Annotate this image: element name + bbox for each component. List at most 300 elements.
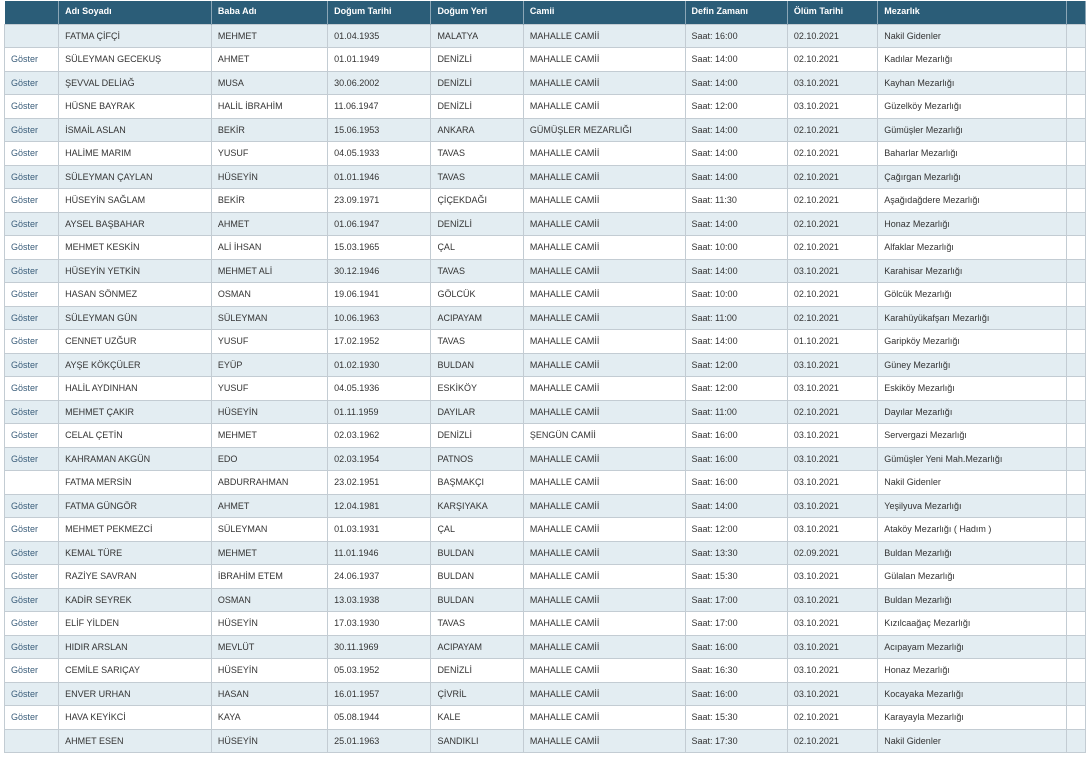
- cell-mosque-col: MAHALLE CAMİİ: [523, 212, 685, 236]
- cell-burial-time-col: Saat: 16:00: [685, 471, 787, 495]
- cell-birth-date-col: 02.03.1962: [328, 424, 431, 448]
- cell-birth-place-col: GÖLCÜK: [431, 283, 523, 307]
- show-link[interactable]: Göster: [5, 400, 59, 424]
- cell-father-name-col: EYÜP: [211, 353, 327, 377]
- cell-father-name-col: HÜSEYİN: [211, 165, 327, 189]
- table-row: [5, 635, 1086, 659]
- cell-name-col: SÜLEYMAN GECEKUŞ: [59, 48, 212, 72]
- table-row: [5, 612, 1086, 636]
- cell-mosque-col: MAHALLE CAMİİ: [523, 330, 685, 354]
- cell-cemetery-col: Gümüşler Yeni Mah.Mezarlığı: [878, 447, 1066, 471]
- cell-mosque-col: MAHALLE CAMİİ: [523, 612, 685, 636]
- cell-father-name-col: MUSA: [211, 71, 327, 95]
- cell-death-date-col: 03.10.2021: [787, 518, 877, 542]
- show-link[interactable]: Göster: [5, 635, 59, 659]
- cell-birth-place-col: ACIPAYAM: [431, 635, 523, 659]
- show-link[interactable]: Göster: [5, 142, 59, 166]
- cell-father-name-col: BEKİR: [211, 189, 327, 213]
- table-row: [5, 71, 1086, 95]
- cell-burial-time-col: Saat: 11:00: [685, 306, 787, 330]
- cell-birth-date-col: 02.03.1954: [328, 447, 431, 471]
- table-header-row: [5, 1, 1086, 24]
- cell-burial-time-col: Saat: 12:00: [685, 95, 787, 119]
- cell-mosque-col: MAHALLE CAMİİ: [523, 706, 685, 730]
- cell-birth-place-col: DAYILAR: [431, 400, 523, 424]
- show-link[interactable]: Göster: [5, 447, 59, 471]
- table-body: [5, 24, 1086, 753]
- cell-birth-date-col: 01.06.1947: [328, 212, 431, 236]
- cell-name-col: HASAN SÖNMEZ: [59, 283, 212, 307]
- cell-death-date-col: 03.10.2021: [787, 588, 877, 612]
- cell-name-col: AYSEL BAŞBAHAR: [59, 212, 212, 236]
- cell-extra-col: [1066, 236, 1086, 260]
- show-link[interactable]: Göster: [5, 71, 59, 95]
- table-row: [5, 165, 1086, 189]
- cell-extra-col: [1066, 706, 1086, 730]
- header-extra-col: [1066, 1, 1086, 24]
- cell-father-name-col: MEHMET: [211, 541, 327, 565]
- cell-father-name-col: MEHMET: [211, 424, 327, 448]
- cell-name-col: HALİME MARIM: [59, 142, 212, 166]
- show-link[interactable]: Göster: [5, 236, 59, 260]
- cell-birth-date-col: 05.08.1944: [328, 706, 431, 730]
- cell-birth-date-col: 01.01.1946: [328, 165, 431, 189]
- cell-cemetery-col: Nakil Gidenler: [878, 729, 1066, 753]
- cell-extra-col: [1066, 189, 1086, 213]
- show-link[interactable]: Göster: [5, 330, 59, 354]
- cell-cemetery-col: Servergazi Mezarlığı: [878, 424, 1066, 448]
- cell-name-col: ENVER URHAN: [59, 682, 212, 706]
- table-row: [5, 565, 1086, 589]
- cell-extra-col: [1066, 424, 1086, 448]
- cell-name-col: İSMAİL ASLAN: [59, 118, 212, 142]
- cell-death-date-col: 02.10.2021: [787, 165, 877, 189]
- cell-father-name-col: BEKİR: [211, 118, 327, 142]
- cell-burial-time-col: Saat: 17:00: [685, 612, 787, 636]
- cell-father-name-col: İBRAHİM ETEM: [211, 565, 327, 589]
- cell-mosque-col: MAHALLE CAMİİ: [523, 306, 685, 330]
- cell-birth-place-col: TAVAS: [431, 330, 523, 354]
- cell-mosque-col: ŞENGÜN CAMİİ: [523, 424, 685, 448]
- cell-death-date-col: 02.10.2021: [787, 212, 877, 236]
- cell-extra-col: [1066, 283, 1086, 307]
- cell-extra-col: [1066, 635, 1086, 659]
- show-link[interactable]: Göster: [5, 541, 59, 565]
- cell-father-name-col: AHMET: [211, 212, 327, 236]
- table-row: [5, 24, 1086, 48]
- cell-father-name-col: YUSUF: [211, 377, 327, 401]
- cell-birth-date-col: 01.02.1930: [328, 353, 431, 377]
- cell-extra-col: [1066, 588, 1086, 612]
- cell-name-col: HIDIR ARSLAN: [59, 635, 212, 659]
- table-row: [5, 588, 1086, 612]
- cell-death-date-col: 03.10.2021: [787, 353, 877, 377]
- cell-birth-place-col: KARŞIYAKA: [431, 494, 523, 518]
- cell-burial-time-col: Saat: 16:00: [685, 635, 787, 659]
- cell-name-col: SÜLEYMAN ÇAYLAN: [59, 165, 212, 189]
- cell-death-date-col: 02.10.2021: [787, 400, 877, 424]
- show-link[interactable]: Göster: [5, 706, 59, 730]
- cell-burial-time-col: Saat: 12:00: [685, 518, 787, 542]
- cell-extra-col: [1066, 24, 1086, 48]
- cell-death-date-col: 02.10.2021: [787, 236, 877, 260]
- cell-birth-place-col: ACIPAYAM: [431, 306, 523, 330]
- cell-father-name-col: SÜLEYMAN: [211, 306, 327, 330]
- header-death-date-col: Ölüm Tarihi: [787, 1, 877, 24]
- cell-birth-date-col: 15.03.1965: [328, 236, 431, 260]
- cell-name-col: KADİR SEYREK: [59, 588, 212, 612]
- cell-mosque-col: MAHALLE CAMİİ: [523, 588, 685, 612]
- cell-name-col: KAHRAMAN AKGÜN: [59, 447, 212, 471]
- cell-birth-date-col: 13.03.1938: [328, 588, 431, 612]
- cell-father-name-col: EDO: [211, 447, 327, 471]
- cell-extra-col: [1066, 612, 1086, 636]
- show-link[interactable]: Göster: [5, 494, 59, 518]
- cell-father-name-col: HASAN: [211, 682, 327, 706]
- table-row: [5, 682, 1086, 706]
- cell-extra-col: [1066, 142, 1086, 166]
- cell-burial-time-col: Saat: 14:00: [685, 212, 787, 236]
- cell-cemetery-col: Güney Mezarlığı: [878, 353, 1066, 377]
- cell-cemetery-col: Baharlar Mezarlığı: [878, 142, 1066, 166]
- table-row: [5, 518, 1086, 542]
- cell-death-date-col: 03.10.2021: [787, 494, 877, 518]
- cell-mosque-col: MAHALLE CAMİİ: [523, 283, 685, 307]
- cell-name-col: FATMA ÇİFÇİ: [59, 24, 212, 48]
- cell-father-name-col: MEVLÜT: [211, 635, 327, 659]
- cell-birth-place-col: ÇAL: [431, 236, 523, 260]
- cell-name-col: ŞEVVAL DELİAĞ: [59, 71, 212, 95]
- cell-birth-place-col: DENİZLİ: [431, 48, 523, 72]
- cell-burial-time-col: Saat: 16:00: [685, 424, 787, 448]
- cell-extra-col: [1066, 729, 1086, 753]
- cell-cemetery-col: Alfaklar Mezarlığı: [878, 236, 1066, 260]
- show-link[interactable]: Göster: [5, 48, 59, 72]
- show-link[interactable]: Göster: [5, 612, 59, 636]
- cell-extra-col: [1066, 306, 1086, 330]
- cell-burial-time-col: Saat: 14:00: [685, 142, 787, 166]
- cell-death-date-col: 01.10.2021: [787, 330, 877, 354]
- cell-birth-date-col: 30.06.2002: [328, 71, 431, 95]
- cell-birth-date-col: 25.01.1963: [328, 729, 431, 753]
- show-link[interactable]: Göster: [5, 588, 59, 612]
- cell-birth-date-col: 01.11.1959: [328, 400, 431, 424]
- table-row: [5, 424, 1086, 448]
- cell-mosque-col: MAHALLE CAMİİ: [523, 377, 685, 401]
- table-row: [5, 189, 1086, 213]
- table-row: [5, 541, 1086, 565]
- cell-burial-time-col: Saat: 17:30: [685, 729, 787, 753]
- cell-father-name-col: KAYA: [211, 706, 327, 730]
- cell-extra-col: [1066, 48, 1086, 72]
- cell-birth-date-col: 23.02.1951: [328, 471, 431, 495]
- cell-birth-date-col: 15.06.1953: [328, 118, 431, 142]
- cell-burial-time-col: Saat: 11:30: [685, 189, 787, 213]
- show-link[interactable]: Göster: [5, 659, 59, 683]
- show-link[interactable]: Göster: [5, 259, 59, 283]
- show-link[interactable]: Göster: [5, 682, 59, 706]
- cell-father-name-col: OSMAN: [211, 588, 327, 612]
- cell-cemetery-col: Gölcük Mezarlığı: [878, 283, 1066, 307]
- cell-cemetery-col: Kadılar Mezarlığı: [878, 48, 1066, 72]
- cell-birth-date-col: 04.05.1933: [328, 142, 431, 166]
- cell-cemetery-col: Kayhan Mezarlığı: [878, 71, 1066, 95]
- show-link[interactable]: Göster: [5, 353, 59, 377]
- cell-name-col: ELİF YİLDEN: [59, 612, 212, 636]
- cell-birth-place-col: BULDAN: [431, 353, 523, 377]
- table-row: [5, 283, 1086, 307]
- cell-birth-place-col: ANKARA: [431, 118, 523, 142]
- header-birth-place-col: Doğum Yeri: [431, 1, 523, 24]
- table-row: [5, 659, 1086, 683]
- header-name-col: Adı Soyadı: [59, 1, 212, 24]
- show-link[interactable]: Göster: [5, 424, 59, 448]
- cell-birth-date-col: 11.01.1946: [328, 541, 431, 565]
- cell-death-date-col: 03.10.2021: [787, 447, 877, 471]
- show-link[interactable]: Göster: [5, 518, 59, 542]
- header-birth-date-col: Doğum Tarihi: [328, 1, 431, 24]
- show-link[interactable]: Göster: [5, 212, 59, 236]
- cell-father-name-col: AHMET: [211, 48, 327, 72]
- cell-death-date-col: 02.10.2021: [787, 729, 877, 753]
- cell-birth-date-col: 01.04.1935: [328, 24, 431, 48]
- cell-death-date-col: 03.10.2021: [787, 377, 877, 401]
- cell-father-name-col: YUSUF: [211, 142, 327, 166]
- cell-burial-time-col: Saat: 10:00: [685, 236, 787, 260]
- cell-name-col: RAZİYE SAVRAN: [59, 565, 212, 589]
- cell-birth-place-col: BAŞMAKÇI: [431, 471, 523, 495]
- show-link: [5, 471, 59, 495]
- cell-birth-date-col: 23.09.1971: [328, 189, 431, 213]
- cell-birth-place-col: KALE: [431, 706, 523, 730]
- cell-cemetery-col: Acıpayam Mezarlığı: [878, 635, 1066, 659]
- cell-birth-place-col: DENİZLİ: [431, 71, 523, 95]
- cell-cemetery-col: Aşağıdağdere Mezarlığı: [878, 189, 1066, 213]
- cell-birth-date-col: 04.05.1936: [328, 377, 431, 401]
- cell-name-col: SÜLEYMAN GÜN: [59, 306, 212, 330]
- cell-death-date-col: 03.10.2021: [787, 659, 877, 683]
- cell-mosque-col: MAHALLE CAMİİ: [523, 353, 685, 377]
- cell-father-name-col: AHMET: [211, 494, 327, 518]
- cell-cemetery-col: Honaz Mezarlığı: [878, 212, 1066, 236]
- cell-death-date-col: 03.10.2021: [787, 424, 877, 448]
- cell-death-date-col: 03.10.2021: [787, 682, 877, 706]
- cell-birth-date-col: 12.04.1981: [328, 494, 431, 518]
- header-father-name-col: Baba Adı: [211, 1, 327, 24]
- cell-name-col: MEHMET ÇAKIR: [59, 400, 212, 424]
- show-link[interactable]: Göster: [5, 377, 59, 401]
- cell-burial-time-col: Saat: 11:00: [685, 400, 787, 424]
- cell-extra-col: [1066, 565, 1086, 589]
- cell-death-date-col: 03.10.2021: [787, 565, 877, 589]
- cell-burial-time-col: Saat: 14:00: [685, 330, 787, 354]
- cell-birth-place-col: DENİZLİ: [431, 659, 523, 683]
- cell-name-col: CENNET UZĞUR: [59, 330, 212, 354]
- cell-birth-date-col: 19.06.1941: [328, 283, 431, 307]
- cell-birth-date-col: 11.06.1947: [328, 95, 431, 119]
- cell-mosque-col: MAHALLE CAMİİ: [523, 518, 685, 542]
- cell-birth-place-col: MALATYA: [431, 24, 523, 48]
- cell-name-col: FATMA GÜNGÖR: [59, 494, 212, 518]
- cell-death-date-col: 02.10.2021: [787, 706, 877, 730]
- table-row: [5, 259, 1086, 283]
- table-row: [5, 236, 1086, 260]
- cell-extra-col: [1066, 95, 1086, 119]
- table-row: [5, 471, 1086, 495]
- cell-name-col: CEMİLE SARIÇAY: [59, 659, 212, 683]
- cell-father-name-col: HÜSEYİN: [211, 612, 327, 636]
- cell-death-date-col: 02.09.2021: [787, 541, 877, 565]
- cell-birth-place-col: BULDAN: [431, 565, 523, 589]
- cell-mosque-col: MAHALLE CAMİİ: [523, 165, 685, 189]
- cell-cemetery-col: Gümüşler Mezarlığı: [878, 118, 1066, 142]
- show-link[interactable]: Göster: [5, 95, 59, 119]
- cell-cemetery-col: Karayayla Mezarlığı: [878, 706, 1066, 730]
- cell-father-name-col: ABDURRAHMAN: [211, 471, 327, 495]
- cell-birth-date-col: 17.02.1952: [328, 330, 431, 354]
- cell-birth-place-col: ÇİÇEKDAĞI: [431, 189, 523, 213]
- cell-father-name-col: YUSUF: [211, 330, 327, 354]
- cell-birth-place-col: ÇAL: [431, 518, 523, 542]
- cell-mosque-col: MAHALLE CAMİİ: [523, 71, 685, 95]
- cell-father-name-col: SÜLEYMAN: [211, 518, 327, 542]
- table-row: [5, 706, 1086, 730]
- cell-name-col: HÜSNE BAYRAK: [59, 95, 212, 119]
- cell-death-date-col: 03.10.2021: [787, 71, 877, 95]
- cell-extra-col: [1066, 518, 1086, 542]
- cell-burial-time-col: Saat: 16:00: [685, 24, 787, 48]
- table-row: [5, 306, 1086, 330]
- cell-death-date-col: 02.10.2021: [787, 142, 877, 166]
- cell-name-col: MEHMET PEKMEZCİ: [59, 518, 212, 542]
- cell-extra-col: [1066, 400, 1086, 424]
- table-row: [5, 95, 1086, 119]
- header-mosque-col: Camii: [523, 1, 685, 24]
- cell-cemetery-col: Buldan Mezarlığı: [878, 588, 1066, 612]
- show-link: [5, 729, 59, 753]
- cell-extra-col: [1066, 118, 1086, 142]
- table-row: [5, 118, 1086, 142]
- cell-burial-time-col: Saat: 14:00: [685, 118, 787, 142]
- show-link[interactable]: Göster: [5, 118, 59, 142]
- cell-mosque-col: MAHALLE CAMİİ: [523, 95, 685, 119]
- cell-mosque-col: GÜMÜŞLER MEZARLIĞI: [523, 118, 685, 142]
- cell-extra-col: [1066, 330, 1086, 354]
- cell-burial-time-col: Saat: 17:00: [685, 588, 787, 612]
- cell-mosque-col: MAHALLE CAMİİ: [523, 142, 685, 166]
- cell-mosque-col: MAHALLE CAMİİ: [523, 447, 685, 471]
- cell-father-name-col: HÜSEYİN: [211, 400, 327, 424]
- cell-extra-col: [1066, 377, 1086, 401]
- cell-cemetery-col: Kocayaka Mezarlığı: [878, 682, 1066, 706]
- cell-mosque-col: MAHALLE CAMİİ: [523, 635, 685, 659]
- cell-mosque-col: MAHALLE CAMİİ: [523, 400, 685, 424]
- cell-name-col: HAVA KEYİKCİ: [59, 706, 212, 730]
- cell-burial-time-col: Saat: 16:00: [685, 682, 787, 706]
- cell-father-name-col: MEHMET: [211, 24, 327, 48]
- cell-birth-date-col: 30.12.1946: [328, 259, 431, 283]
- cell-father-name-col: HÜSEYİN: [211, 659, 327, 683]
- show-link[interactable]: Göster: [5, 565, 59, 589]
- cell-name-col: AYŞE KÖKÇÜLER: [59, 353, 212, 377]
- table-row: [5, 48, 1086, 72]
- cell-birth-place-col: TAVAS: [431, 259, 523, 283]
- cell-cemetery-col: Karahisar Mezarlığı: [878, 259, 1066, 283]
- table-row: [5, 447, 1086, 471]
- cell-birth-date-col: 05.03.1952: [328, 659, 431, 683]
- cell-extra-col: [1066, 165, 1086, 189]
- cell-death-date-col: 02.10.2021: [787, 306, 877, 330]
- cell-mosque-col: MAHALLE CAMİİ: [523, 24, 685, 48]
- header-burial-time-col: Defin Zamanı: [685, 1, 787, 24]
- cell-death-date-col: 03.10.2021: [787, 612, 877, 636]
- cell-mosque-col: MAHALLE CAMİİ: [523, 471, 685, 495]
- cell-death-date-col: 02.10.2021: [787, 189, 877, 213]
- cell-burial-time-col: Saat: 14:00: [685, 259, 787, 283]
- cell-birth-date-col: 16.01.1957: [328, 682, 431, 706]
- cell-birth-date-col: 01.01.1949: [328, 48, 431, 72]
- cell-death-date-col: 02.10.2021: [787, 48, 877, 72]
- show-link[interactable]: Göster: [5, 306, 59, 330]
- cell-extra-col: [1066, 682, 1086, 706]
- header-cemetery-col: Mezarlık: [878, 1, 1066, 24]
- cell-name-col: KEMAL TÜRE: [59, 541, 212, 565]
- cell-burial-time-col: Saat: 13:30: [685, 541, 787, 565]
- cell-cemetery-col: Ataköy Mezarlığı ( Hadım ): [878, 518, 1066, 542]
- cell-cemetery-col: Gülalan Mezarlığı: [878, 565, 1066, 589]
- cell-father-name-col: OSMAN: [211, 283, 327, 307]
- cell-father-name-col: ALİ İHSAN: [211, 236, 327, 260]
- cell-birth-place-col: SANDIKLI: [431, 729, 523, 753]
- cell-extra-col: [1066, 212, 1086, 236]
- show-link[interactable]: Göster: [5, 189, 59, 213]
- cell-death-date-col: 02.10.2021: [787, 283, 877, 307]
- cell-cemetery-col: Çağırgan Mezarlığı: [878, 165, 1066, 189]
- show-link[interactable]: Göster: [5, 283, 59, 307]
- cell-father-name-col: MEHMET ALİ: [211, 259, 327, 283]
- cell-death-date-col: 03.10.2021: [787, 635, 877, 659]
- cell-cemetery-col: Güzelköy Mezarlığı: [878, 95, 1066, 119]
- cell-cemetery-col: Nakil Gidenler: [878, 24, 1066, 48]
- table-row: [5, 377, 1086, 401]
- cell-birth-place-col: DENİZLİ: [431, 95, 523, 119]
- header-action-col: [5, 1, 59, 24]
- cell-birth-place-col: ÇİVRİL: [431, 682, 523, 706]
- cell-mosque-col: MAHALLE CAMİİ: [523, 494, 685, 518]
- cell-birth-place-col: TAVAS: [431, 142, 523, 166]
- cell-burial-time-col: Saat: 12:00: [685, 377, 787, 401]
- cell-birth-place-col: TAVAS: [431, 612, 523, 636]
- cell-burial-time-col: Saat: 15:30: [685, 565, 787, 589]
- burial-records-table: [4, 1, 1086, 753]
- cell-extra-col: [1066, 659, 1086, 683]
- cell-death-date-col: 03.10.2021: [787, 259, 877, 283]
- cell-burial-time-col: Saat: 16:00: [685, 447, 787, 471]
- table-row: [5, 142, 1086, 166]
- show-link[interactable]: Göster: [5, 165, 59, 189]
- cell-burial-time-col: Saat: 10:00: [685, 283, 787, 307]
- cell-extra-col: [1066, 447, 1086, 471]
- cell-name-col: HALİL AYDINHAN: [59, 377, 212, 401]
- cell-mosque-col: MAHALLE CAMİİ: [523, 48, 685, 72]
- table-row: [5, 353, 1086, 377]
- cell-death-date-col: 02.10.2021: [787, 24, 877, 48]
- cell-mosque-col: MAHALLE CAMİİ: [523, 541, 685, 565]
- cell-cemetery-col: Buldan Mezarlığı: [878, 541, 1066, 565]
- cell-cemetery-col: Garipköy Mezarlığı: [878, 330, 1066, 354]
- cell-cemetery-col: Honaz Mezarlığı: [878, 659, 1066, 683]
- cell-cemetery-col: Yeşilyuva Mezarlığı: [878, 494, 1066, 518]
